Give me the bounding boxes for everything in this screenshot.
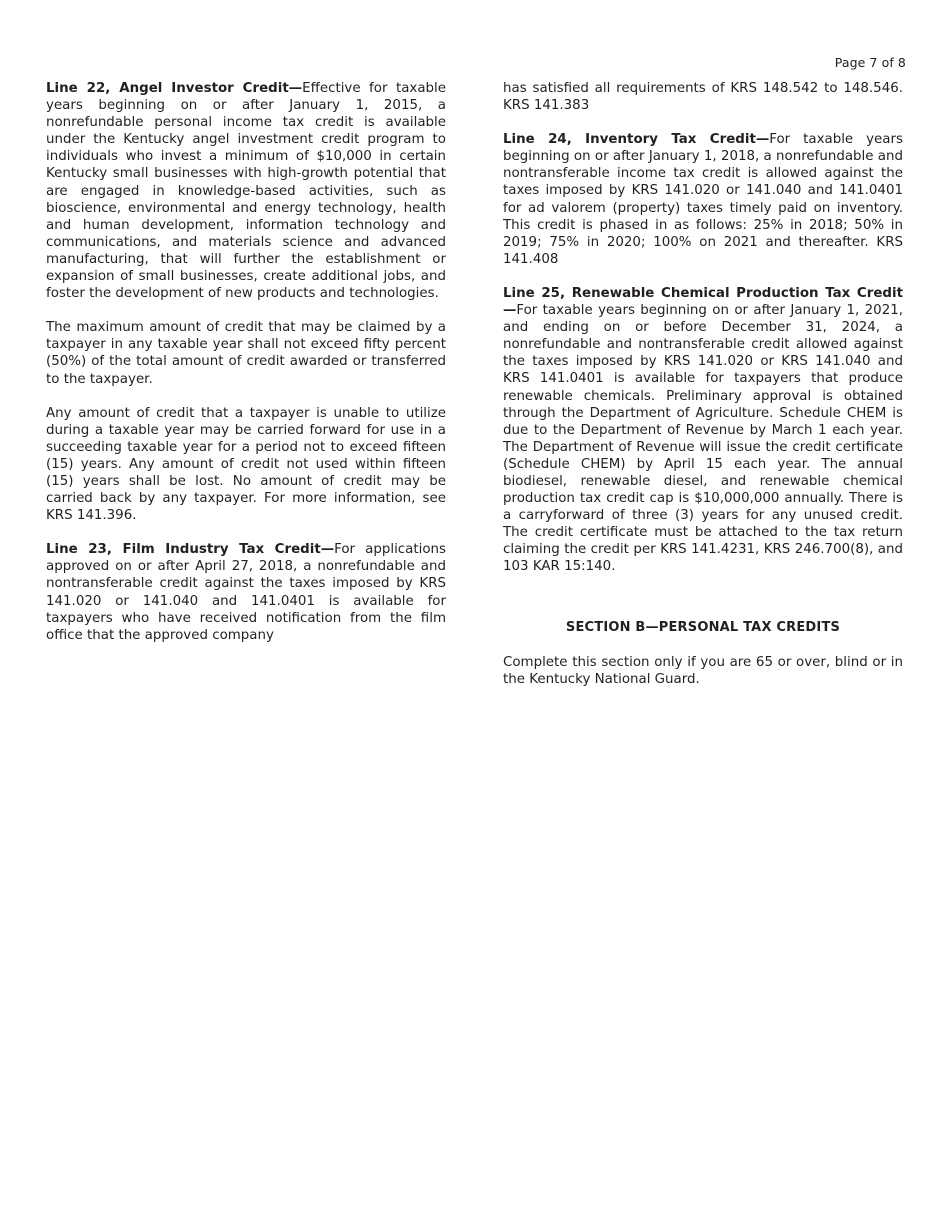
- line-23-paragraph: [46, 541, 446, 644]
- section-b-intro: Complete this section only if you are 65 or over, blind or in the Kentucky National Guard.: [503, 654, 903, 687]
- line-23-continued-paragraph: has satisfied all requirements of KRS 148.542 to 148.546. KRS 141.383: [503, 81, 903, 114]
- line-23-title: Line 23, Film Industry Tax Credit—: [46, 542, 335, 558]
- line-23-body: For applications approved on or after April 27, 2018, a nonrefundable and nontransferable credit against the taxes imposed by KRS 141.020 or 141.040 and 141.0401 is available for taxpayers who have received notification from the film office that the approved company: [46, 542, 446, 643]
- line-22-paragraph: [46, 80, 446, 302]
- carry-forward-paragraph: Any amount of credit that a taxpayer is unable to utilize during a taxable year may be carried forward for use in a succeeding taxable year for a period not to exceed fifteen (15) years. Any amount of credit not used within fifteen (15) years shall be lost. No amount of credit may be carried back by any taxpayer. For more information, see KRS 141.396.: [46, 405, 446, 524]
- page-number: Page 7 of 8: [834, 55, 906, 70]
- line-25-title: Line 25, Renewable Chemical Production Tax Credit—: [503, 285, 903, 319]
- max-credit-paragraph: The maximum amount of credit that may be claimed by a taxpayer in any taxable year shall not exceed fifty percent (50%) of the total amount of credit awarded or transferred to the taxpayer.: [46, 320, 446, 387]
- line-24-title: Line 24, Inventory Tax Credit—: [503, 132, 770, 148]
- section-b-heading: SECTION B—PERSONAL TAX CREDITS: [565, 619, 841, 635]
- left-column: [46, 80, 446, 661]
- line-24-paragraph: [503, 131, 903, 268]
- line-24-body: For taxable years beginning on or after January 1, 2018, a nonrefundable and nontransferable income tax credit is allowed against the taxes imposed by KRS 141.020 or 141.040 and 141.0401 for ad valorem (property) taxes timely paid on inventory. This credit is phased in as follows: 25% in 2018; 50% in 2019; 75% in 2020; 100% on 2021 and thereafter. KRS 141.408: [503, 132, 903, 267]
- line-25-body: For taxable years beginning on or after January 1, 2021, and ending on or before December 31, 2024, a nonrefundable and nontransferable credit allowed against the taxes imposed by KRS 141.020 or KRS 141.040 and KRS 141.0401 is available for taxpayers that produce renewable chemicals. Preliminary approval is obtained through the Department of Agriculture. Schedule CHEM is due to the Department of Revenue by March 1 each year. The Department of Revenue will issue the credit certificate (Schedule CHEM) by April 15 each year. The annual biodiesel, renewable diesel, and renewable chemical production tax credit cap is $10,000,000 annually. There is a carryforward of three (3) years for any unused credit. The credit certificate must be attached to the tax return claiming the credit per KRS 141.4231, KRS 246.700(8), and 103 KAR 15:140.: [503, 303, 903, 575]
- right-column: [503, 80, 903, 705]
- line-22-title: Line 22, Angel Investor Credit—: [46, 81, 303, 96]
- line-25-paragraph: [503, 285, 903, 576]
- line-22-body: Effective for taxable years beginning on or after January 1, 2015, a nonrefundable personal income tax credit is available under the Kentucky angel investment credit program to individuals who invest a minimum of $10,000 in certain Kentucky small businesses with high-growth potential that are engaged in knowledge-based activities, such as bioscience, environmental and energy technology, health and human development, information technology and communications, and materials science and advanced manufacturing, that will further the establishment or expansion of small businesses, create additional jobs, and foster the development of new products and technologies.: [46, 81, 446, 302]
